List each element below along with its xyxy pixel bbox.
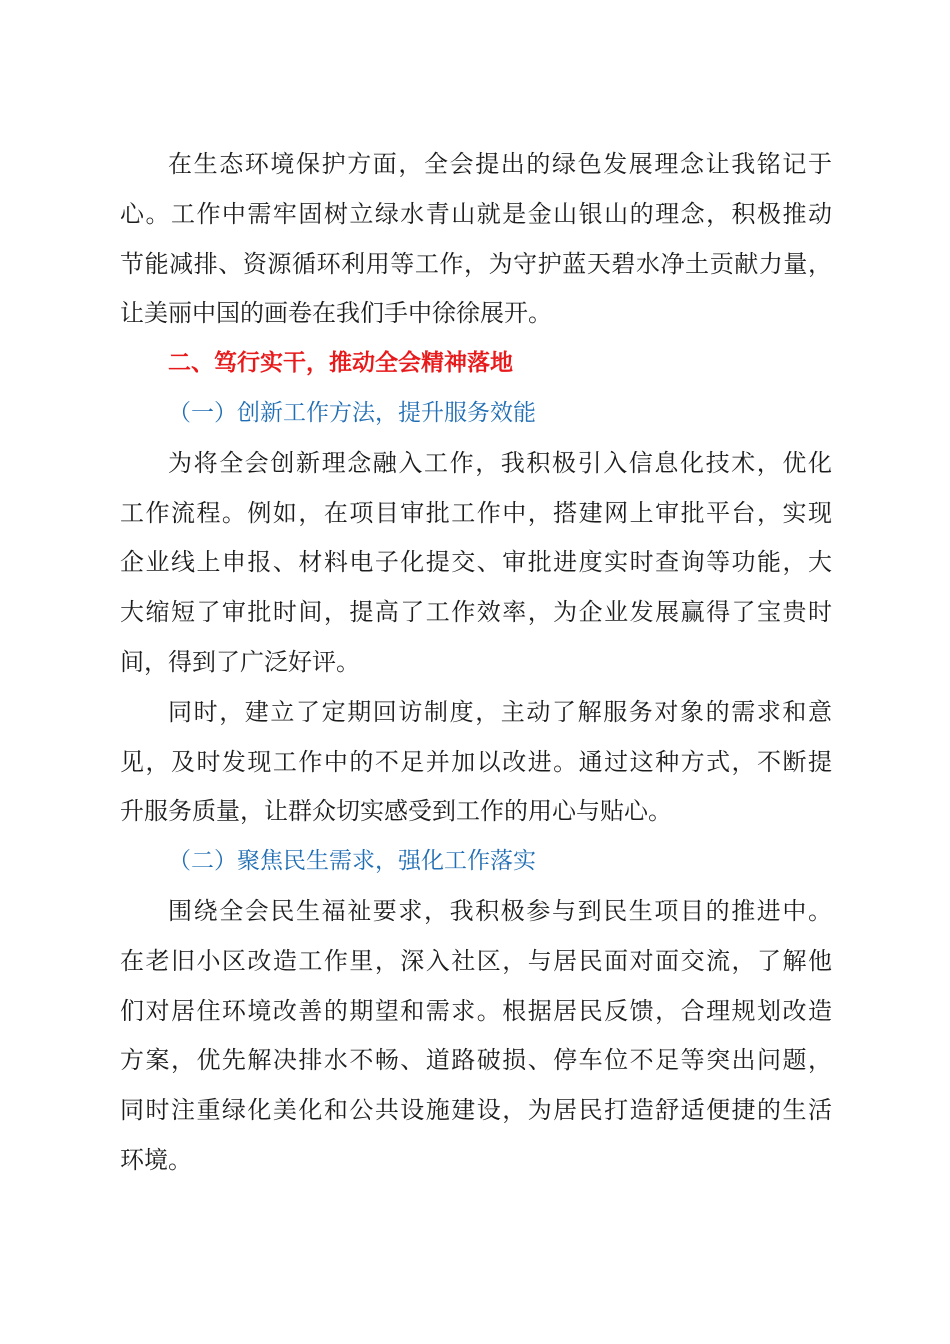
- paragraph-line: 为将全会创新理念融入工作，我积极引入信息化技术，优化: [168, 448, 832, 477]
- paragraph-line: 大缩短了审批时间，提高了工作效率，为企业发展赢得了宝贵时: [120, 598, 832, 627]
- paragraph-followup: [120, 688, 832, 837]
- paragraph-innovation: [120, 439, 832, 688]
- paragraph-line: 同时注重绿化美化和公共设施建设，为居民打造舒适便捷的生活: [120, 1096, 832, 1125]
- paragraph-line: 在生态环境保护方面，全会提出的绿色发展理念让我铭记于: [168, 150, 832, 178]
- paragraph-line: 们对居住环境改善的期望和需求。根据居民反馈，合理规划改造: [120, 996, 832, 1025]
- document-body: [120, 140, 832, 1186]
- paragraph-line: 同时，建立了定期回访制度，主动了解服务对象的需求和意: [168, 697, 832, 726]
- section-heading: 二、笃行实干，推动全会精神落地: [168, 350, 513, 377]
- paragraph-line: 升服务质量，让群众切实感受到工作的用心与贴心。: [120, 797, 672, 826]
- paragraph-line: 让美丽中国的画卷在我们手中徐徐展开。: [120, 299, 552, 328]
- paragraph-ecology: [120, 140, 832, 339]
- paragraph-line: 围绕全会民生福祉要求，我积极参与到民生项目的推进中。: [168, 896, 832, 925]
- paragraph-line: 企业线上申报、材料电子化提交、审批进度实时查询等功能，大: [120, 548, 832, 577]
- paragraph-line: 心。工作中需牢固树立绿水青山就是金山银山的理念，积极推动: [120, 199, 832, 228]
- paragraph-line: 在老旧小区改造工作里，深入社区，与居民面对面交流，了解他: [120, 946, 832, 975]
- paragraph-livelihood: [120, 887, 832, 1186]
- subsection-heading: （一）创新工作方法，提升服务效能: [168, 399, 536, 426]
- paragraph-line: 方案，优先解决排水不畅、道路破损、停车位不足等突出问题，: [120, 1046, 832, 1075]
- paragraph-line: 环境。: [120, 1145, 192, 1174]
- paragraph-line: 节能减排、资源循环利用等工作，为守护蓝天碧水净土贡献力量，: [120, 249, 832, 278]
- subsection-heading: （二）聚焦民生需求，强化工作落实: [168, 848, 536, 875]
- paragraph-line: 见，及时发现工作中的不足并加以改进。通过这种方式，不断提: [120, 747, 832, 776]
- paragraph-line: 工作流程。例如，在项目审批工作中，搭建网上审批平台，实现: [120, 498, 832, 527]
- paragraph-line: 间，得到了广泛好评。: [120, 647, 360, 676]
